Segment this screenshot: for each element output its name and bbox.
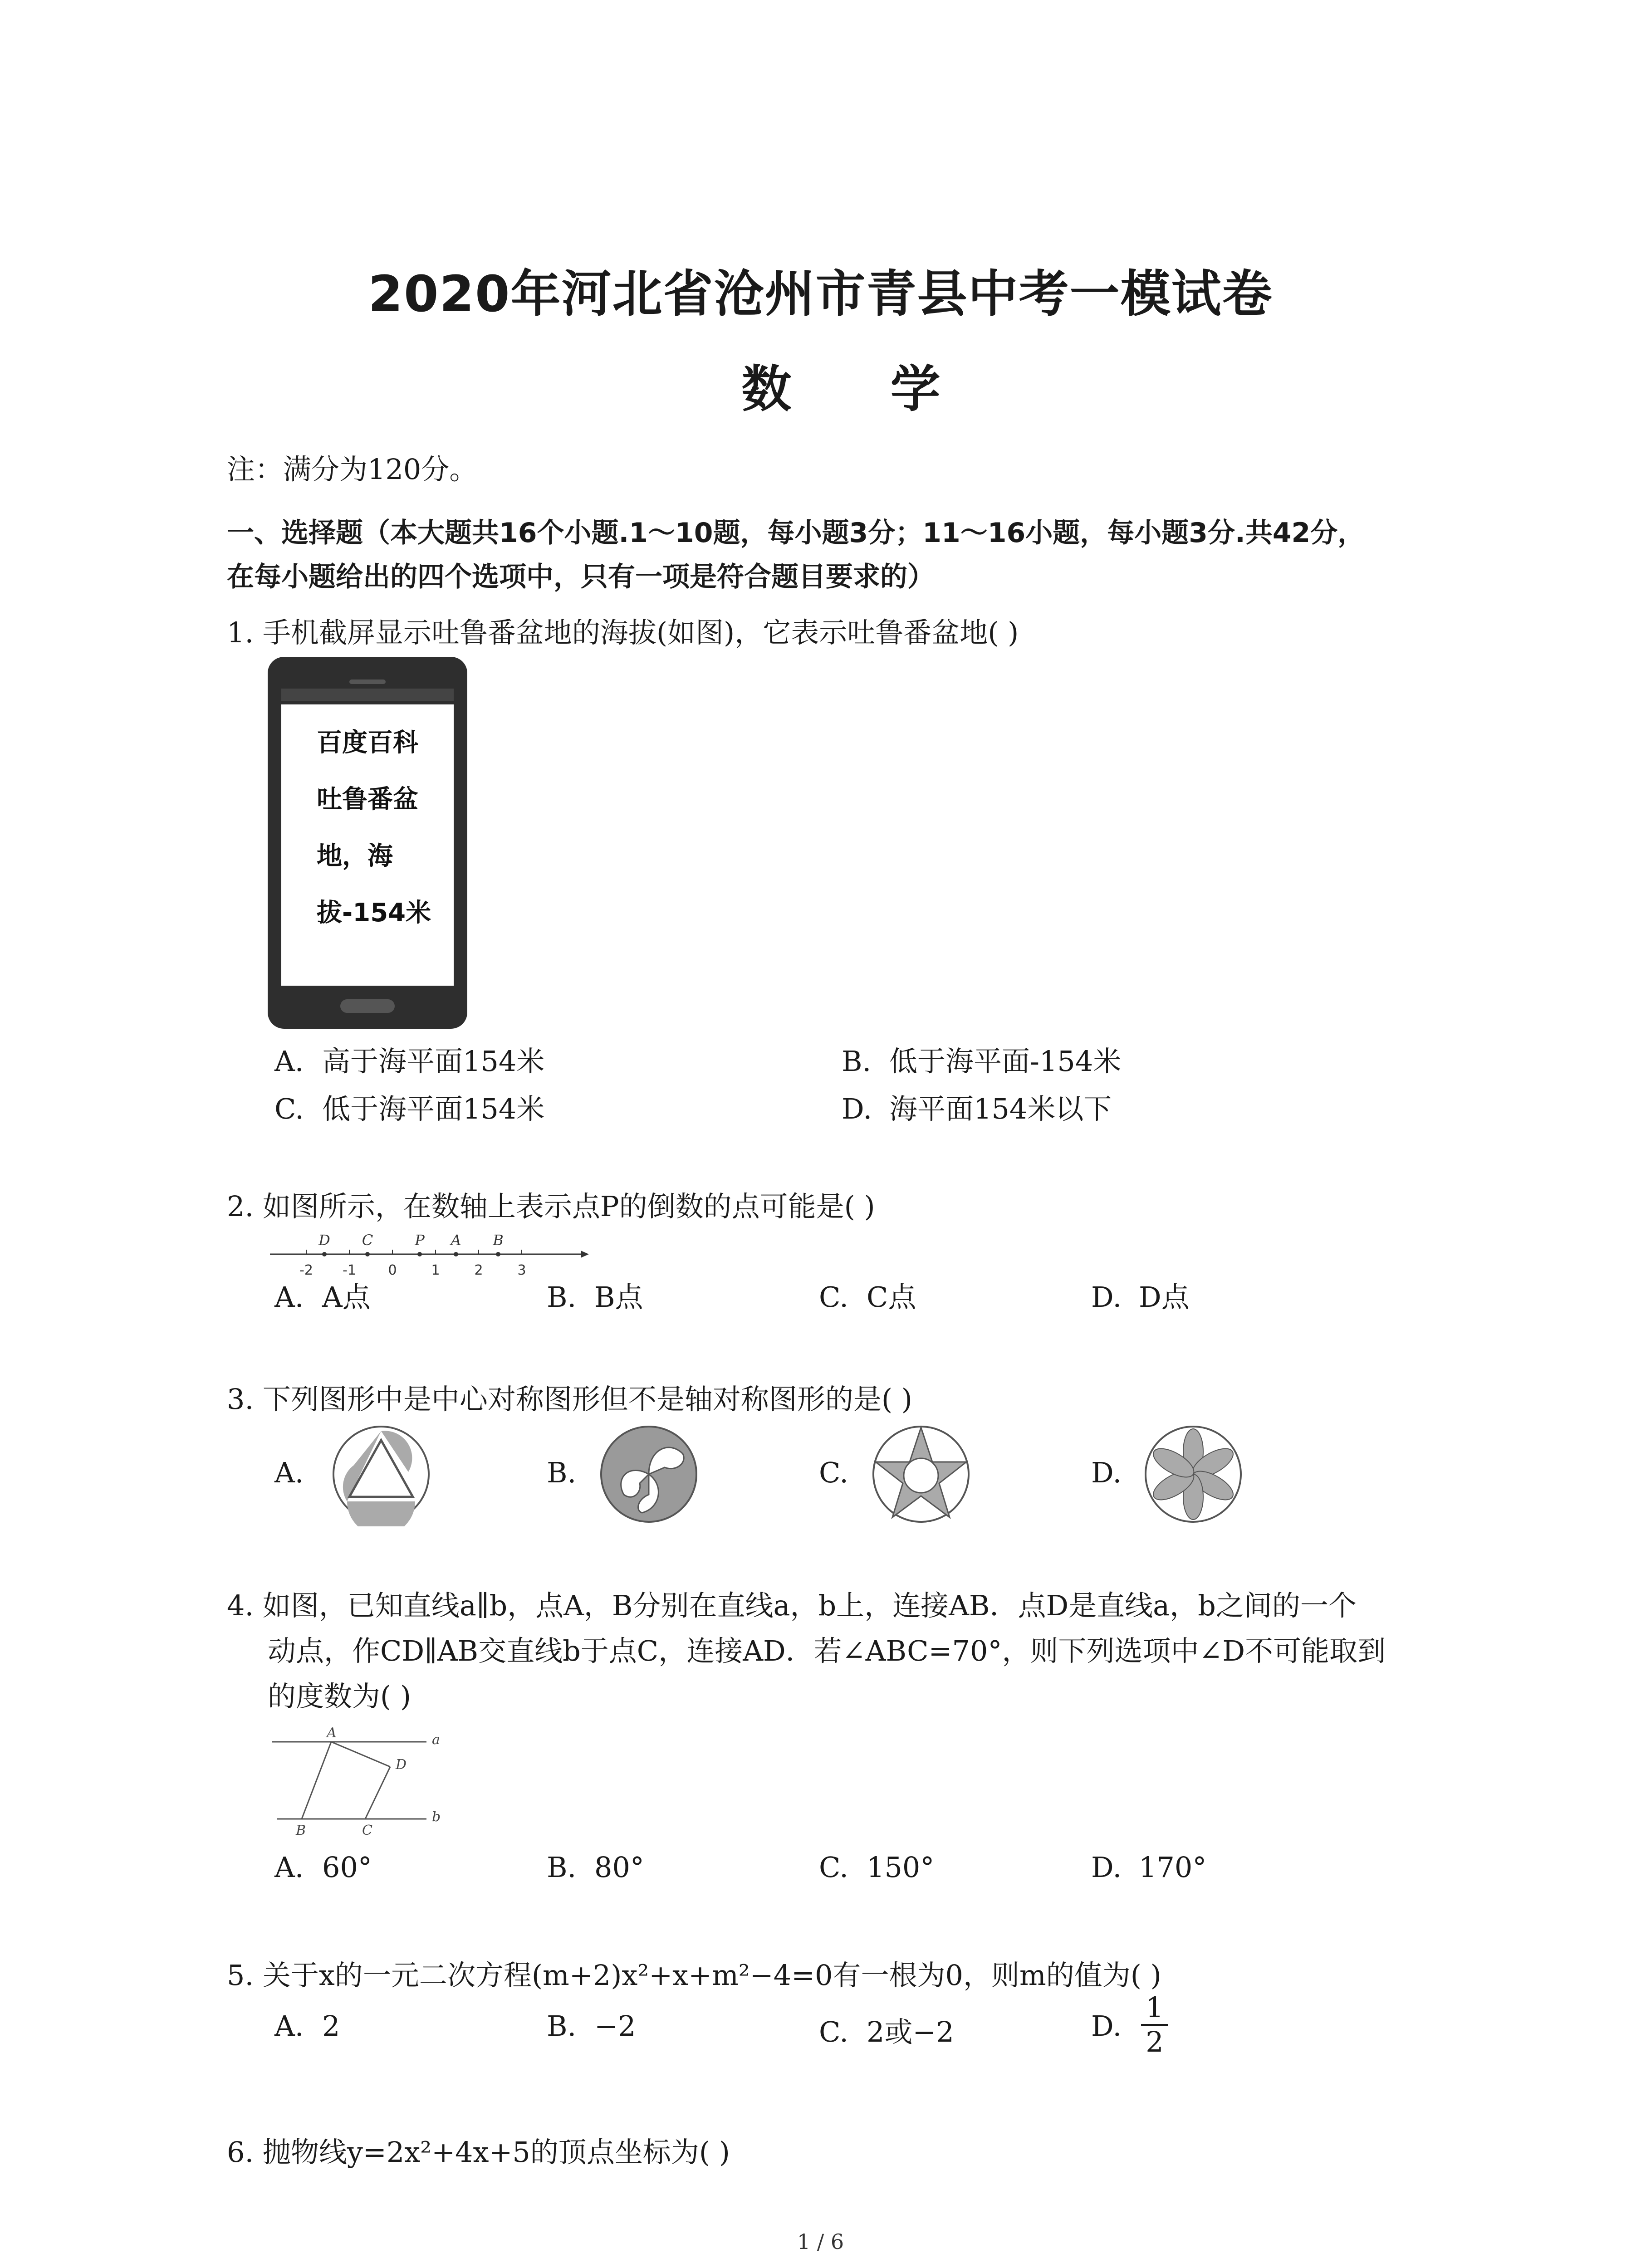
option-letter: D. <box>1091 1281 1122 1314</box>
option-letter: B. <box>547 1281 577 1314</box>
option-letter: B. <box>547 2009 577 2043</box>
segment-ad <box>331 1742 390 1767</box>
option-letter: A. <box>274 1851 304 1884</box>
q3-option-a-letter: A. <box>274 1456 304 1489</box>
q4-option-c <box>819 1851 934 1884</box>
point-a <box>454 1252 458 1256</box>
tick-label: 3 <box>517 1262 526 1278</box>
label-b-point: B <box>296 1823 306 1838</box>
phone-text-line-3: 地，海 <box>317 841 393 871</box>
page-number: 1 / 6 <box>797 2229 844 2254</box>
label-d-point: D <box>396 1757 407 1773</box>
q5-option-c <box>819 2009 954 2050</box>
option-text: −2 <box>594 2009 636 2043</box>
question-1-stem: 1. 手机截屏显示吐鲁番盆地的海拔(如图)，它表示吐鲁番盆地( ) <box>227 616 1019 649</box>
label-a-point: A <box>327 1725 337 1741</box>
shaded-petal <box>347 1501 415 1526</box>
option-text: A点 <box>322 1281 371 1314</box>
label-line-b: b <box>432 1809 441 1825</box>
question-4-line2: 动点，作CD∥AB交直线b于点C，连接AD．若∠ABC=70°，则下列选项中∠D不可能取到 <box>268 1634 1386 1667</box>
segment-ab <box>302 1742 331 1819</box>
point-p <box>417 1252 422 1256</box>
option-text: 海平面154米以下 <box>889 1092 1112 1125</box>
q3-figure-c <box>869 1422 973 1526</box>
q2-option-d <box>1091 1275 1190 1315</box>
phone-speaker <box>349 679 386 684</box>
q3-option-d-letter: D. <box>1091 1456 1122 1489</box>
label-c-point: C <box>362 1823 372 1838</box>
q3-option-c-letter: C. <box>819 1456 848 1489</box>
phone-text-line-1: 百度百科 <box>317 728 418 758</box>
option-text: 80° <box>594 1851 644 1884</box>
q3-option-b-letter: B. <box>547 1456 577 1489</box>
phone-screen <box>281 704 454 986</box>
tick-label: 2 <box>474 1262 483 1278</box>
option-letter: C. <box>819 1851 848 1884</box>
q5-option-b <box>547 2009 636 2043</box>
option-text: 2或−2 <box>867 2015 954 2048</box>
option-letter: B. <box>842 1045 872 1078</box>
tick-label: -2 <box>299 1262 313 1278</box>
option-letter: A. <box>274 1045 304 1078</box>
q1-option-d <box>842 1086 1112 1127</box>
question-4-line3: 的度数为( ) <box>268 1680 411 1713</box>
phone-text-line-2: 吐鲁番盆 <box>317 785 418 814</box>
q4-option-d <box>1091 1851 1206 1884</box>
point-label-p: P <box>415 1232 425 1249</box>
q3-figure-a <box>329 1422 433 1526</box>
option-text: 低于海平面-154米 <box>889 1045 1122 1078</box>
option-text: C点 <box>867 1281 916 1314</box>
tick-label: 1 <box>431 1262 440 1278</box>
option-text: B点 <box>594 1281 643 1314</box>
tick-label: -1 <box>343 1262 356 1278</box>
option-text: 150° <box>867 1851 935 1884</box>
fraction-denominator: 2 <box>1141 2024 1168 2058</box>
option-letter: D. <box>842 1092 872 1125</box>
question-5-stem: 5. 关于x的一元二次方程(m+2)x²+x+m²−4=0有一根为0，则m的值为( ) <box>227 1959 1161 1992</box>
q1-option-b <box>842 1039 1121 1079</box>
option-letter: B. <box>547 1851 577 1884</box>
number-line-arrow <box>581 1251 589 1258</box>
label-line-a: a <box>432 1732 440 1748</box>
q5-option-d-fraction <box>1141 1991 1168 2058</box>
point-c <box>365 1252 370 1256</box>
parallel-lines-figure <box>268 1724 458 1846</box>
score-note: 注：满分为120分。 <box>227 453 478 486</box>
option-text: 60° <box>322 1851 372 1884</box>
number-line-figure <box>268 1232 594 1281</box>
point-d <box>322 1252 327 1256</box>
q3-figure-b <box>597 1422 701 1526</box>
section-heading-line1: 一、选择题（本大题共16个小题.1～10题，每小题3分；11～16小题，每小题3分.共42分， <box>227 517 1365 549</box>
option-text: 高于海平面154米 <box>322 1045 545 1078</box>
option-text: D点 <box>1139 1281 1190 1314</box>
q2-option-c <box>819 1275 916 1315</box>
option-letter: A. <box>274 1281 304 1314</box>
point-b <box>496 1252 500 1256</box>
option-text: 2 <box>322 2009 340 2043</box>
question-4-line1: 4. 如图，已知直线a∥b，点A，B分别在直线a，b上，连接AB．点D是直线a，b之间的一个 <box>227 1589 1357 1622</box>
q3-figure-d <box>1141 1422 1245 1526</box>
section-heading-line2: 在每小题给出的四个选项中，只有一项是符合题目要求的） <box>227 561 935 593</box>
q2-option-b <box>547 1275 643 1315</box>
q5-option-a <box>274 2009 340 2043</box>
q4-option-a <box>274 1851 372 1884</box>
inner-circle <box>904 1458 938 1493</box>
q1-option-a <box>274 1039 544 1079</box>
option-letter: C. <box>819 1281 848 1314</box>
point-label-a: A <box>451 1232 461 1249</box>
point-label-c: C <box>362 1232 373 1249</box>
paper-title: 2020年河北省沧州市青县中考一模试卷 <box>368 265 1273 323</box>
q5-option-d-letter: D. <box>1091 2009 1122 2043</box>
phone-screenshot-figure <box>268 657 467 1029</box>
paper-subject: 数 学 <box>741 360 981 418</box>
fraction-numerator: 1 <box>1146 1991 1164 2024</box>
question-3-stem: 3. 下列图形中是中心对称图形但不是轴对称图形的是( ) <box>227 1383 912 1416</box>
option-letter: C. <box>274 1092 304 1125</box>
segment-dc <box>365 1767 390 1819</box>
option-letter: A. <box>274 2009 304 2043</box>
tick-label: 0 <box>388 1262 397 1278</box>
option-text: 170° <box>1139 1851 1207 1884</box>
point-label-d: D <box>318 1232 330 1249</box>
phone-home-button <box>340 999 395 1013</box>
q4-option-b <box>547 1851 644 1884</box>
q2-option-a <box>274 1275 371 1315</box>
phone-status-bar <box>281 689 454 701</box>
phone-text-line-4: 拔-154米 <box>317 898 431 928</box>
q1-option-c <box>274 1086 544 1127</box>
question-6-stem: 6. 抛物线y=2x²+4x+5的顶点坐标为( ) <box>227 2136 730 2169</box>
option-letter: C. <box>819 2015 848 2048</box>
point-label-b: B <box>493 1232 504 1249</box>
option-letter: D. <box>1091 1851 1122 1884</box>
option-text: 低于海平面154米 <box>322 1092 545 1125</box>
question-2-stem: 2. 如图所示，在数轴上表示点P的倒数的点可能是( ) <box>227 1190 875 1223</box>
